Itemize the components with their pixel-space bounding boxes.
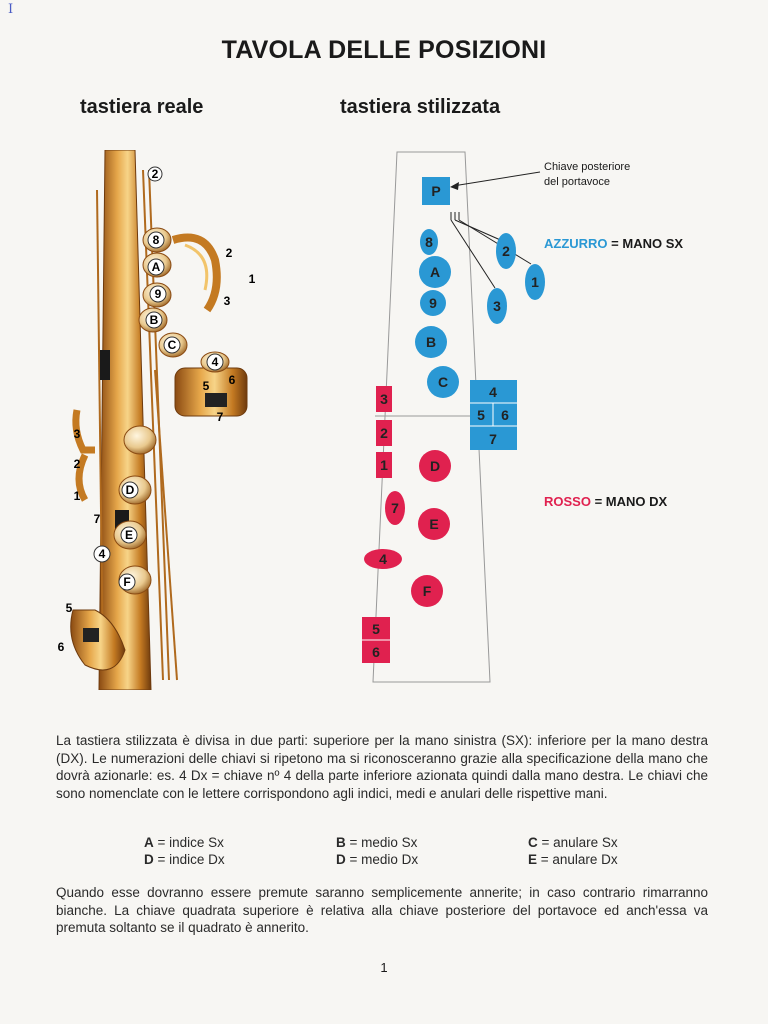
key-table-row: C = anulare Sx bbox=[528, 835, 618, 850]
svg-text:E: E bbox=[429, 516, 439, 532]
svg-text:B: B bbox=[149, 313, 159, 327]
sax-label-E bbox=[121, 527, 137, 543]
svg-text:2: 2 bbox=[502, 243, 510, 259]
sax-label-left-3: 3 bbox=[73, 427, 81, 441]
sax-label-F bbox=[119, 574, 135, 590]
key-3-sx bbox=[487, 288, 507, 324]
sax-label-A bbox=[148, 259, 164, 275]
key-table-row: B = medio Sx bbox=[336, 835, 418, 850]
svg-text:5: 5 bbox=[372, 621, 380, 637]
legend-dx-text: = MANO DX bbox=[590, 494, 668, 509]
svg-text:9: 9 bbox=[154, 287, 162, 301]
svg-text:5: 5 bbox=[477, 407, 485, 423]
key-2-dx bbox=[376, 420, 392, 446]
key-table-row: D = medio Dx bbox=[336, 852, 419, 867]
legend-right-hand bbox=[544, 494, 667, 509]
callout-line-2: del portavoce bbox=[544, 176, 611, 188]
sax-label-left-4 bbox=[94, 546, 110, 562]
legend-red-word: ROSSO bbox=[544, 494, 591, 509]
key-table-col-2 bbox=[336, 834, 418, 868]
sax-label-B bbox=[146, 312, 162, 328]
sax-label-side-2: 2 bbox=[225, 246, 233, 260]
key-e-dx bbox=[418, 508, 450, 540]
svg-text:2: 2 bbox=[380, 425, 388, 441]
key-1-dx bbox=[376, 452, 392, 478]
page-title: TAVOLA DELLE POSIZIONI bbox=[221, 36, 547, 64]
svg-text:4: 4 bbox=[379, 551, 387, 567]
stylized-keyboard-diagram bbox=[355, 150, 715, 695]
svg-text:C: C bbox=[167, 338, 177, 352]
svg-text:C: C bbox=[437, 374, 449, 390]
sax-label-left-6: 6 bbox=[57, 640, 65, 654]
sax-label-side-3: 3 bbox=[223, 294, 231, 308]
legend-left-hand bbox=[544, 236, 683, 251]
svg-text:3: 3 bbox=[380, 391, 388, 407]
sax-label-9 bbox=[150, 286, 166, 302]
svg-text:6: 6 bbox=[501, 407, 509, 423]
key-table-row: E = anulare Dx bbox=[528, 852, 618, 867]
key-table-row: D = indice Dx bbox=[144, 852, 225, 867]
svg-text:A: A bbox=[151, 260, 161, 274]
sax-label-side-1: 1 bbox=[248, 272, 256, 286]
sax-label-4-upper bbox=[207, 354, 223, 370]
key-4-dx bbox=[364, 549, 402, 569]
sax-label-7-upper: 7 bbox=[216, 410, 224, 424]
legend-sx-text: = MANO SX bbox=[607, 236, 684, 251]
key-2-sx bbox=[496, 233, 516, 269]
sax-label-left-1: 1 bbox=[73, 489, 81, 503]
sax-label-C bbox=[164, 337, 180, 353]
svg-text:7: 7 bbox=[489, 431, 497, 447]
svg-text:F: F bbox=[123, 575, 131, 589]
key-1-sx bbox=[525, 264, 545, 300]
sax-label-6-upper: 6 bbox=[228, 373, 236, 387]
key-8-sx bbox=[420, 229, 438, 255]
svg-text:2: 2 bbox=[151, 167, 159, 181]
sax-label-upper-2 bbox=[148, 167, 162, 181]
sax-label-5-upper: 5 bbox=[202, 379, 210, 393]
svg-text:P: P bbox=[431, 183, 441, 199]
key-table-row: A = indice Sx bbox=[144, 835, 224, 850]
sax-label-D bbox=[122, 482, 138, 498]
sax-label-left-7: 7 bbox=[93, 512, 101, 526]
svg-text:1: 1 bbox=[380, 457, 388, 473]
key-table-col-1 bbox=[144, 834, 225, 868]
svg-text:3: 3 bbox=[493, 298, 501, 314]
key-box-4567-sx bbox=[470, 380, 517, 450]
key-b-sx bbox=[415, 326, 447, 358]
key-table-col-3 bbox=[528, 834, 618, 868]
key-7-dx bbox=[385, 491, 405, 525]
subheading-stylized-keyboard: tastiera stilizzata bbox=[340, 96, 501, 118]
key-9-sx bbox=[420, 290, 446, 316]
subheading-real-keyboard: tastiera reale bbox=[80, 96, 204, 118]
svg-text:7: 7 bbox=[391, 500, 399, 516]
key-box-56-dx bbox=[362, 617, 390, 663]
svg-text:6: 6 bbox=[372, 644, 380, 660]
svg-text:D: D bbox=[429, 458, 441, 474]
key-f-dx bbox=[411, 575, 443, 607]
sax-label-8 bbox=[148, 232, 164, 248]
svg-text:4: 4 bbox=[489, 384, 497, 400]
key-3-dx bbox=[376, 386, 392, 412]
sax-label-left-2: 2 bbox=[73, 457, 81, 471]
page-number: 1 bbox=[380, 960, 388, 975]
svg-text:4: 4 bbox=[98, 547, 106, 561]
svg-text:9: 9 bbox=[429, 295, 437, 311]
key-d-dx bbox=[419, 450, 451, 482]
svg-text:8: 8 bbox=[425, 234, 433, 250]
saxophone-illustration bbox=[55, 150, 265, 690]
svg-text:E: E bbox=[124, 528, 134, 542]
svg-text:1: 1 bbox=[531, 274, 539, 290]
svg-text:8: 8 bbox=[152, 233, 160, 247]
key-p bbox=[422, 177, 450, 205]
key-c-sx bbox=[427, 366, 459, 398]
svg-text:F: F bbox=[422, 583, 432, 599]
sax-label-left-5: 5 bbox=[65, 601, 73, 615]
paragraph-usage: Quando esse dovranno essere premute saranno semplicemente annerite; in caso contrario rimarranno bianche. La chiave quadrata superiore è relativa alla chiave posteriore del portavoce ed anch'essa va premuta soltanto se il quadrato è annerito. bbox=[56, 885, 708, 935]
svg-text:B: B bbox=[425, 334, 437, 350]
key-a-sx bbox=[419, 256, 451, 288]
corner-mark: I bbox=[8, 2, 14, 17]
svg-text:D: D bbox=[125, 483, 135, 497]
callout-line-1: Chiave posteriore bbox=[544, 161, 631, 173]
callout-back-octave-key bbox=[544, 160, 630, 190]
paragraph-intro: La tastiera stilizzata è divisa in due parti: superiore per la mano sinistra (SX): inferiore per la mano destra (DX). Le numerazioni delle chiavi si ripetono ma si riconosceranno grazie alla specificazione della mano che dovrà azionarle: es. 4 Dx = chiave nº 4 della parte inferiore azionata quindi dalla mano destra. Le chiavi che sono nomenclate con le lettere corrispondono agli indici, medi e anulari delle rispettive mani. bbox=[56, 733, 708, 801]
svg-text:4: 4 bbox=[211, 355, 219, 369]
legend-blue-word: AZZURRO bbox=[544, 236, 608, 251]
svg-text:A: A bbox=[429, 264, 441, 280]
